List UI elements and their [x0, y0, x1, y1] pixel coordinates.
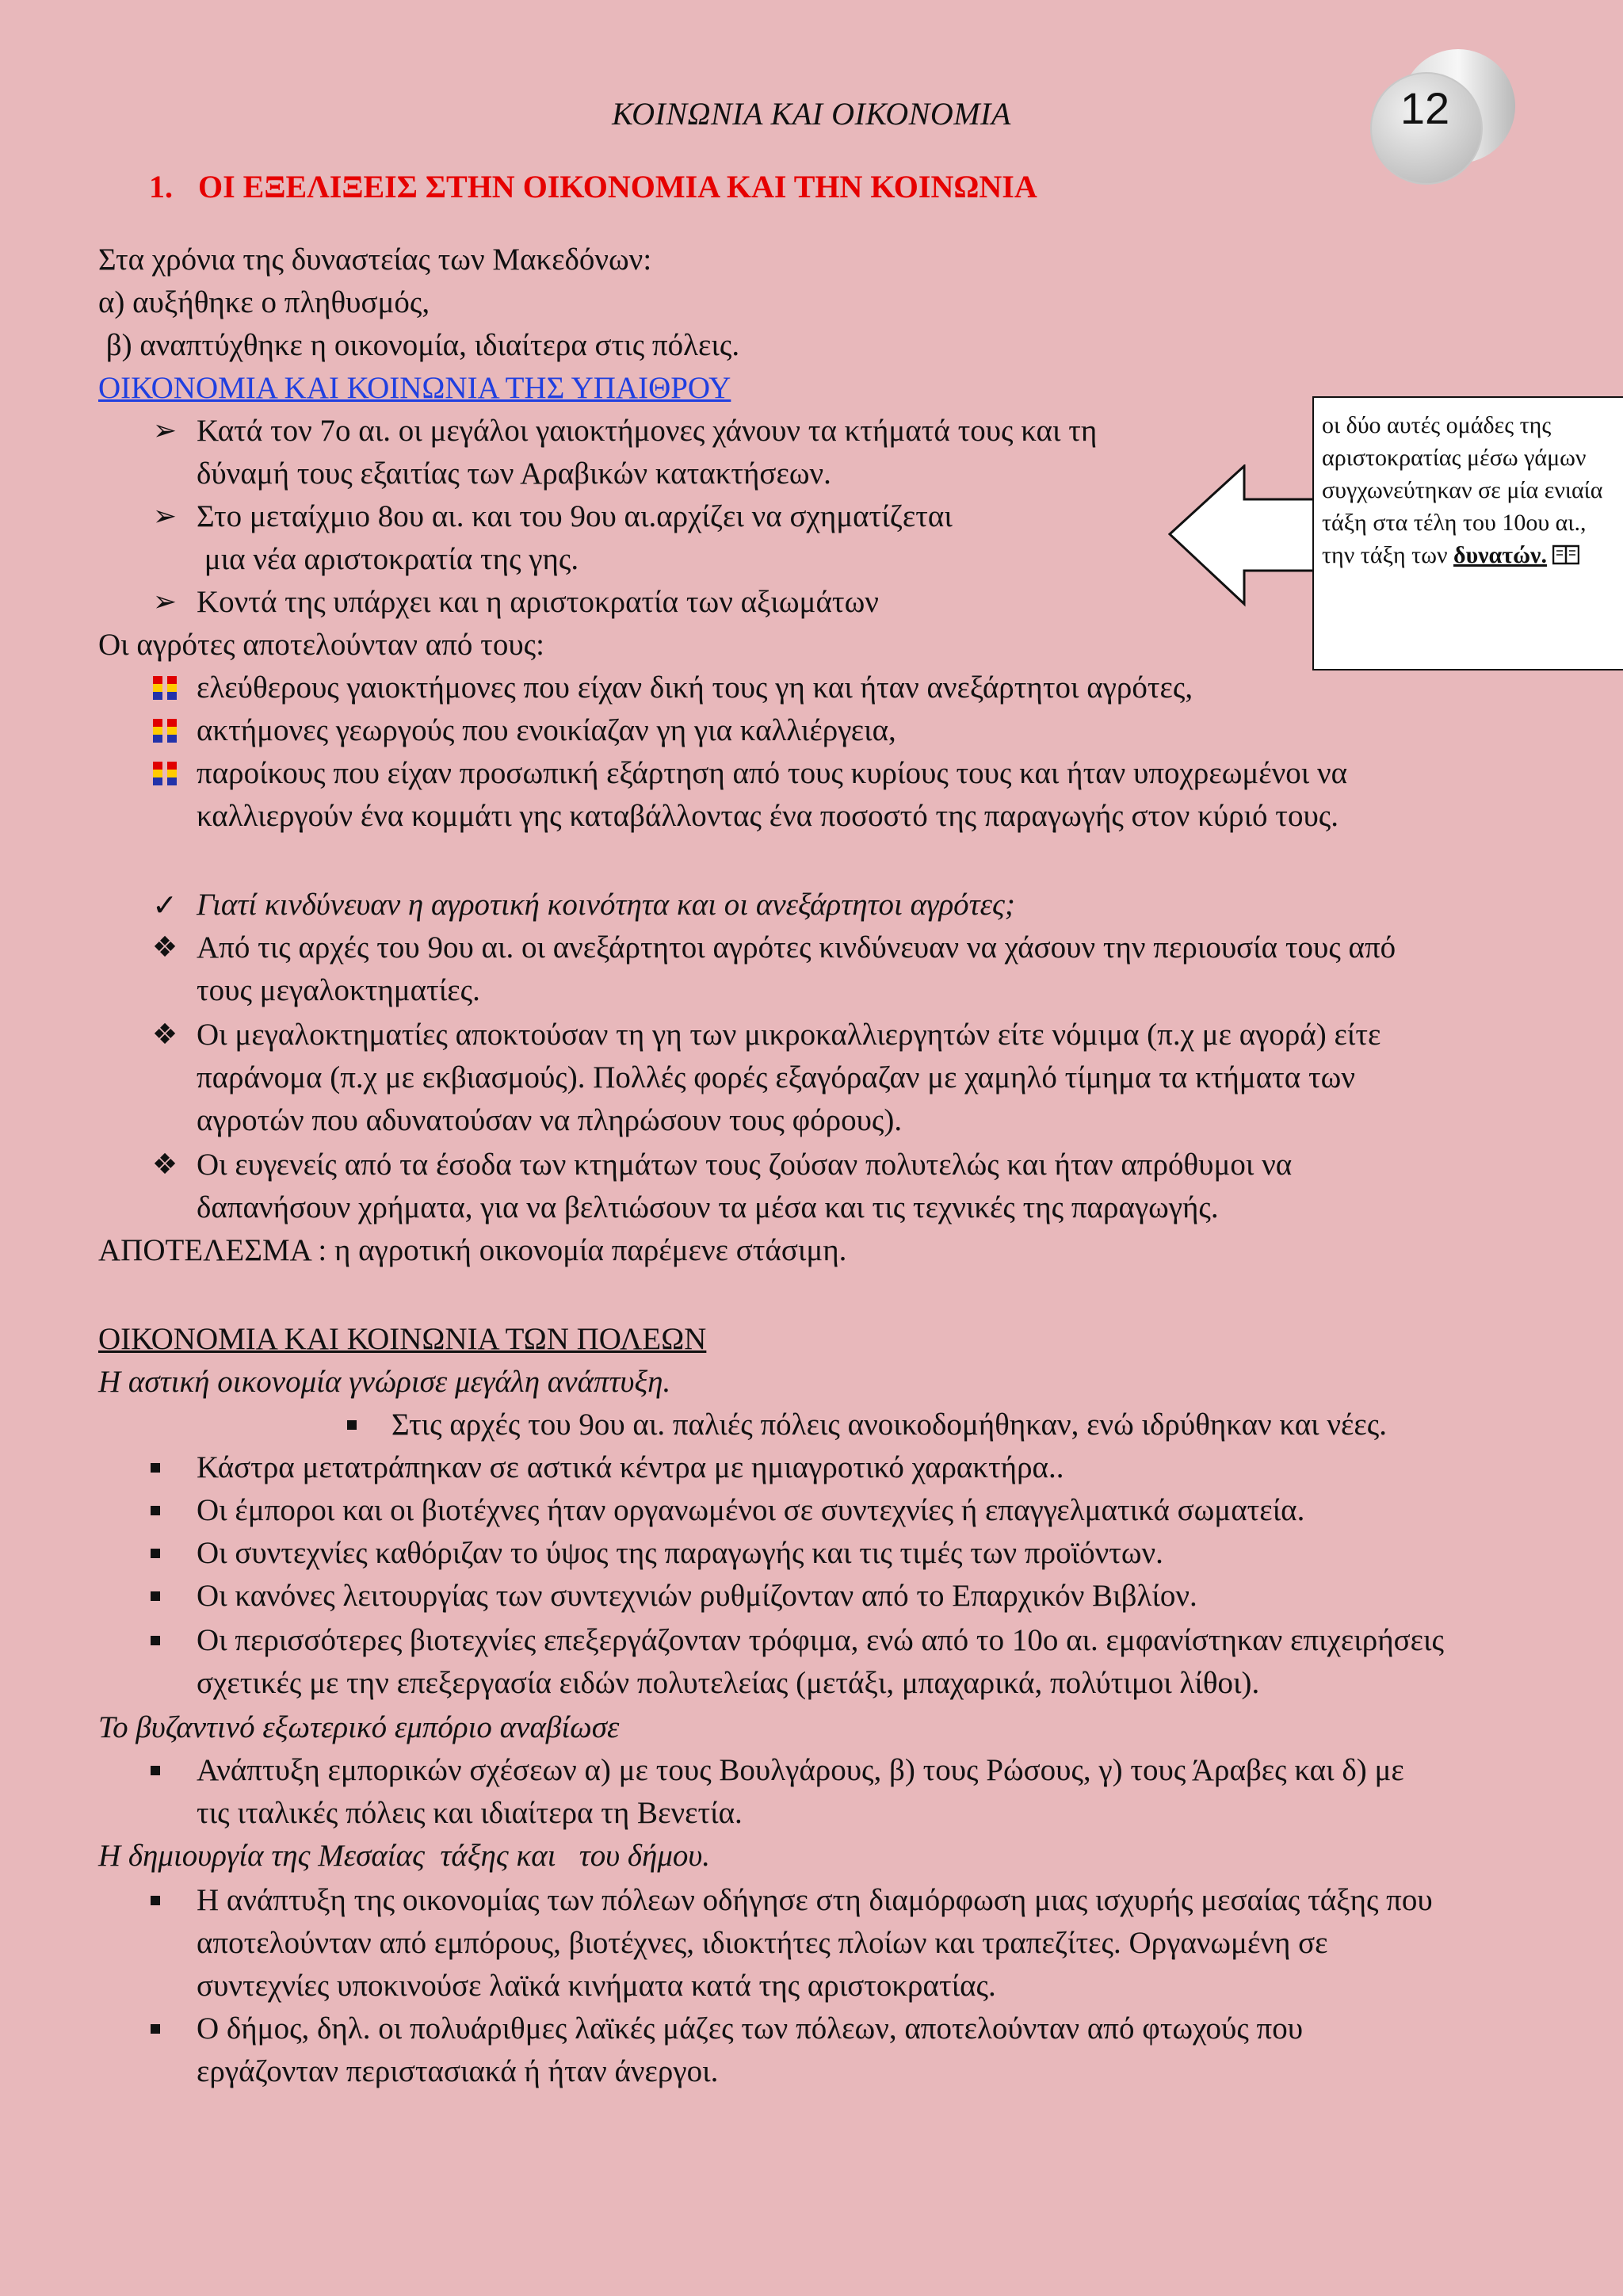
list-item: Στο μεταίχμιο 8ου αι. και του 9ου αι.αρχίζει να σχηματίζεται: [197, 499, 953, 533]
list-item-cont: εργάζονταν περιστασιακά ή ήταν άνεργοι.: [197, 2054, 719, 2088]
section-title-text: ΟΙ ΕΞΕΛΙΞΕΙΣ ΣΤΗΝ ΟΙΚΟΝΟΜΙΑ ΚΑΙ ΤΗΝ ΚΟΙΝΩΝΙΑ: [198, 169, 1037, 204]
diamond-bullet-icon: ❖: [151, 1148, 178, 1181]
list-item-cont: σχετικές με την επεξεργασία ειδών πολυτελείας (μετάξι, μπαχαρικά, πολύτιμοι λίθοι).: [197, 1666, 1260, 1700]
intro-line: β) αναπτύχθηκε η οικονομία, ιδιαίτερα στις πόλεις.: [98, 328, 740, 362]
list-item: Οι ευγενείς από τα έσοδα των κτημάτων τους ζούσαν πολυτελώς και ήταν απρόθυμοι να: [197, 1148, 1293, 1182]
cities-heading: ΟΙΚΟΝΟΜΙΑ ΚΑΙ ΚΟΙΝΩΝΙΑ ΤΩΝ ΠΟΛΕΩΝ: [98, 1322, 707, 1356]
color-block-bullet-icon: [149, 755, 181, 793]
list-item-cont: τις ιταλικές πόλεις και ιδιαίτερα τη Βενετία.: [197, 1796, 743, 1830]
section-title: [149, 168, 1037, 205]
list-item: Οι έμποροι και οι βιοτέχνες ήταν οργανωμένοι σε συντεχνίες ή επαγγελματικά σωματεία.: [197, 1493, 1305, 1527]
list-item: Οι συντεχνίες καθόριζαν το ύψος της παραγωγής και τις τιμές των προϊόντων.: [197, 1536, 1163, 1570]
list-item-cont: αγροτών που αδυνατούσαν να πληρώσουν τους φόρους).: [197, 1103, 903, 1137]
list-item: Η ανάπτυξη της οικονομίας των πόλεων οδήγησε στη διαμόρφωση μιας ισχυρής μεσαίας τάξης που: [197, 1883, 1433, 1917]
arrowhead-bullet-icon: ➢: [152, 586, 178, 618]
square-bullet-icon: [139, 1577, 171, 1615]
square-bullet-icon: [139, 1622, 171, 1660]
cities-subheading: Το βυζαντινό εξωτερικό εμπόριο αναβίωσε: [98, 1710, 620, 1744]
book-icon: [1552, 544, 1579, 565]
page-number: 12: [1400, 83, 1450, 133]
list-item-cont: παράνομα (π.χ με εκβιασμούς). Πολλές φορές εξαγόραζαν με χαμηλό τίμημα τα κτήματα των: [197, 1060, 1355, 1095]
section-number: 1.: [149, 169, 173, 204]
arrowhead-bullet-icon: ➢: [152, 500, 178, 533]
list-item: Κοντά της υπάρχει και η αριστοκρατία των αξιωμάτων: [197, 585, 879, 619]
list-item: ελεύθερους γαιοκτήμονες που είχαν δική τους γη και ήταν ανεξάρτητοι αγρότες,: [197, 670, 1193, 705]
list-item-cont: δαπανήσουν χρήματα, για να βελτιώσουν τα μέσα και τις τεχνικές της παραγωγής.: [197, 1190, 1219, 1224]
square-bullet-icon: [139, 1752, 171, 1790]
arrowhead-bullet-icon: ➢: [152, 415, 178, 447]
square-bullet-icon: [139, 1881, 171, 1920]
intro-line: α) αυξήθηκε ο πληθυσμός,: [98, 285, 430, 319]
list-item: Οι μεγαλοκτηματίες αποκτούσαν τη γη των μικροκαλλιεργητών είτε νόμιμα (π.χ με αγορά) είτε: [197, 1018, 1381, 1052]
list-item: Ανάπτυξη εμπορικών σχέσεων α) με τους Βουλγάρους, β) τους Ρώσους, γ) τους Άραβες και δ) με: [197, 1753, 1404, 1787]
list-item: Από τις αρχές του 9ου αι. οι ανεξάρτητοι αγρότες κινδύνευαν να χάσουν την περιουσία τους από: [197, 930, 1396, 965]
list-item-cont: αποτελούνταν από εμπόρους, βιοτέχνες, ιδιοκτήτες πλοίων και τραπεζίτες. Οργανωμένη σε: [197, 1926, 1328, 1960]
list-item: Ο δήμος, δηλ. οι πολυάριθμες λαϊκές μάζες των πόλεων, αποτελούνταν από φτωχούς που: [197, 2011, 1304, 2046]
list-item-cont: συντεχνίες υποκινούσε λαϊκά κινήματα κατά της αριστοκρατίας.: [197, 1969, 996, 2003]
list-item: Οι περισσότερες βιοτεχνίες επεξεργάζονταν τρόφιμα, ενώ από το 10ο αι. εμφανίστηκαν επιχειρήσεις: [197, 1623, 1444, 1657]
callout-box: [1312, 396, 1623, 670]
square-bullet-icon: [336, 1406, 368, 1444]
color-block-bullet-icon: [149, 669, 181, 707]
cities-subheading: Η αστική οικονομία γνώρισε μεγάλη ανάπτυξη.: [98, 1365, 671, 1399]
running-title: ΚΟΙΝΩΝΙΑ ΚΑΙ ΟΙΚΟΝΟΜΙΑ: [612, 96, 1011, 132]
list-item-cont: τους μεγαλοκτηματίες.: [197, 973, 480, 1007]
color-block-bullet-icon: [149, 712, 181, 750]
callout-bold-term: δυνατών.: [1453, 542, 1547, 568]
list-item: Κάστρα μετατράπηκαν σε αστικά κέντρα με ημιαγροτικό χαρακτήρα..: [197, 1450, 1064, 1484]
cities-subheading: Η δημιουργία της Μεσαίας τάξης και του δήμου.: [98, 1839, 711, 1873]
farmers-intro: Οι αγρότες αποτελούνταν από τους:: [98, 628, 544, 662]
list-item: Οι κανόνες λειτουργίας των συντεχνιών ρυθμίζονταν από το Επαρχικόν Βιβλίον.: [197, 1579, 1197, 1613]
intro-line: Στα χρόνια της δυναστείας των Μακεδόνων:: [98, 243, 652, 277]
square-bullet-icon: [139, 1449, 171, 1487]
diamond-bullet-icon: ❖: [151, 931, 178, 964]
countryside-heading-link[interactable]: ΟΙΚΟΝΟΜΙΑ ΚΑΙ ΚΟΙΝΩΝΙΑ ΤΗΣ ΥΠΑΙΘΡΟΥ: [98, 371, 731, 405]
list-item: Κατά τον 7ο αι. οι μεγάλοι γαιοκτήμονες χάνουν τα κτήματά τους και τη: [197, 414, 1098, 448]
check-mark-icon: ✓: [152, 888, 178, 923]
square-bullet-icon: [139, 2010, 171, 2048]
result-line: ΑΠΟΤΕΛΕΣΜΑ : η αγροτική οικονομία παρέμενε στάσιμη.: [98, 1233, 847, 1267]
list-item: παροίκους που είχαν προσωπική εξάρτηση από τους κυρίους τους και ήταν υποχρεωμένοι να: [197, 756, 1348, 790]
list-item: Στις αρχές του 9ου αι. παλιές πόλεις ανοικοδομήθηκαν, ενώ ιδρύθηκαν και νέες.: [391, 1408, 1387, 1442]
diamond-bullet-icon: ❖: [151, 1018, 178, 1051]
question-line: Γιατί κινδύνευαν η αγροτική κοινότητα και οι ανεξάρτητοι αγρότες;: [197, 888, 1015, 922]
callout-text: οι δύο αυτές ομάδες της αριστοκρατίας μέσω γάμων συγχωνεύτηκαν σε μία ενιαία τάξη στα τέλη του 10ου αι., την τάξη των: [1322, 412, 1603, 568]
list-item-cont: καλλιεργούν ένα κομμάτι γης καταβάλλοντας ένα ποσοστό της παραγωγής στον κύριό τους.: [197, 799, 1338, 833]
list-item-cont: δύναμή τους εξαιτίας των Αραβικών κατακτήσεων.: [197, 457, 831, 491]
square-bullet-icon: [139, 1492, 171, 1530]
list-item: ακτήμονες γεωργούς που ενοικίαζαν γη για καλλιέργεια,: [197, 713, 896, 747]
square-bullet-icon: [139, 1534, 171, 1572]
list-item-cont: μια νέα αριστοκρατία της γης.: [197, 542, 579, 576]
left-arrow-shape: [1168, 464, 1319, 607]
